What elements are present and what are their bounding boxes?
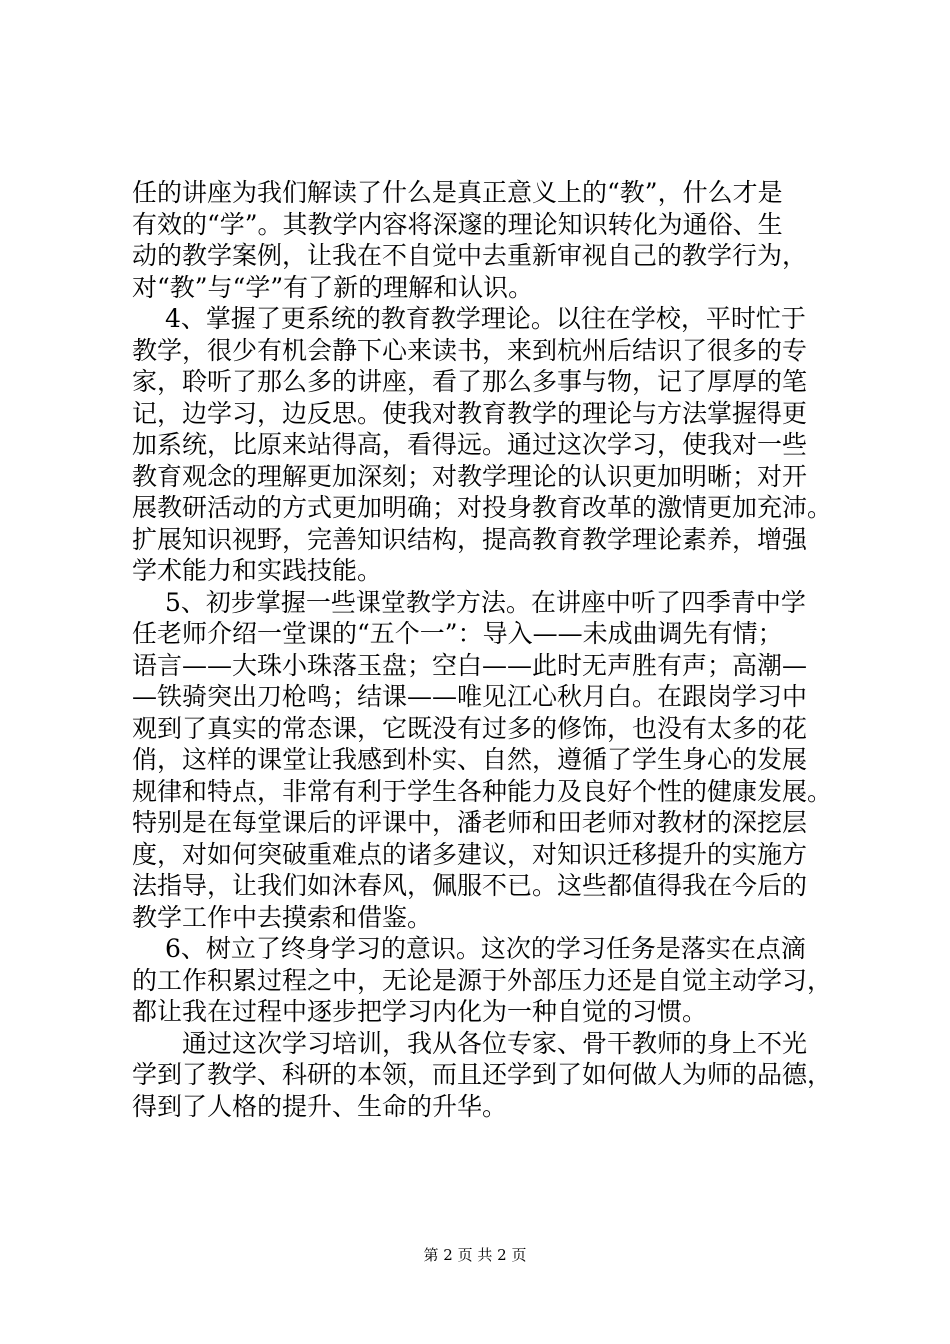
- text-line: —铁骑突出刀枪鸣；结课——唯见江心秋月白。在跟岗学习中: [132, 682, 808, 711]
- text-line: 任老师介绍一堂课的“五个一”：导入——未成曲调先有情；: [132, 619, 783, 648]
- text-line: 的工作积累过程之中，无论是源于外部压力还是自觉主动学习，: [132, 965, 833, 995]
- text-line: 俏，这样的课堂让我感到朴实、自然，遵循了学生身心的发展: [132, 745, 808, 774]
- page-number-footer: 第 2 页 共 2 页: [423, 1246, 527, 1264]
- text-line: 动的教学案例，让我在不自觉中去重新审视自己的教学行为，: [132, 241, 808, 270]
- text-line: 6、树立了终身学习的意识。这次的学习任务是落实在点滴: [132, 934, 806, 963]
- text-line: 学到了教学、科研的本领，而且还学到了如何做人为师的品德，: [132, 1060, 833, 1089]
- text-line: 展教研活动的方式更加明确；对投身教育改革的激情更加充沛。: [132, 493, 833, 522]
- text-line: 扩展知识视野，完善知识结构，提高教育教学理论素养，增强: [132, 524, 808, 554]
- text-line: 有效的“学”。其教学内容将深邃的理论知识转化为通俗、生: [132, 209, 783, 239]
- text-line: 学术能力和实践技能。: [132, 556, 383, 585]
- text-line: 任的讲座为我们解读了什么是真正意义上的“教”，什么才是: [132, 178, 783, 207]
- text-line: 特别是在每堂课后的评课中，潘老师和田老师对教材的深挖层: [132, 808, 808, 837]
- text-line: 对“教”与“学”有了新的理解和认识。: [132, 272, 534, 302]
- paragraph-continuation: [132, 177, 852, 303]
- text-line: 记，边学习，边反思。使我对教育教学的理论与方法掌握得更: [132, 398, 808, 428]
- text-line: 教育观念的理解更加深刻；对教学理论的认识更加明晰；对开: [132, 461, 808, 491]
- paragraph-item-4: [132, 303, 852, 587]
- paragraph-conclusion: [132, 1028, 852, 1123]
- text-line: 规律和特点，非常有利于学生各种能力及良好个性的健康发展。: [132, 776, 833, 806]
- text-line: 教学，很少有机会静下心来读书，来到杭州后结识了很多的专: [132, 335, 808, 365]
- text-line: 语言——大珠小珠落玉盘；空白——此时无声胜有声；高潮—: [132, 650, 808, 680]
- text-line: 观到了真实的常态课，它既没有过多的修饰，也没有太多的花: [132, 713, 808, 743]
- text-line: 5、初步掌握一些课堂教学方法。在讲座中听了四季青中学: [132, 587, 806, 617]
- text-line: 4、掌握了更系统的教育教学理论。以往在学校，平时忙于: [132, 304, 806, 333]
- text-line: 法指导，让我们如沐春风，佩服不已。这些都值得我在今后的: [132, 871, 808, 900]
- text-line: 加系统，比原来站得高，看得远。通过这次学习，使我对一些: [132, 430, 808, 459]
- text-line: 教学工作中去摸索和借鉴。: [132, 902, 433, 932]
- text-line: 得到了人格的提升、生命的升华。: [132, 1091, 508, 1121]
- document-body: [132, 177, 852, 1122]
- text-line: 度，对如何突破重难点的诸多建议，对知识迁移提升的实施方: [132, 839, 808, 869]
- text-line: 都让我在过程中逐步把学习内化为一种自觉的习惯。: [132, 997, 708, 1026]
- paragraph-item-5: [132, 587, 852, 934]
- text-line: 通过这次学习培训，我从各位专家、骨干教师的身上不光: [132, 1028, 808, 1058]
- paragraph-item-6: [132, 933, 852, 1028]
- text-line: 家，聆听了那么多的讲座，看了那么多事与物，记了厚厚的笔: [132, 367, 808, 396]
